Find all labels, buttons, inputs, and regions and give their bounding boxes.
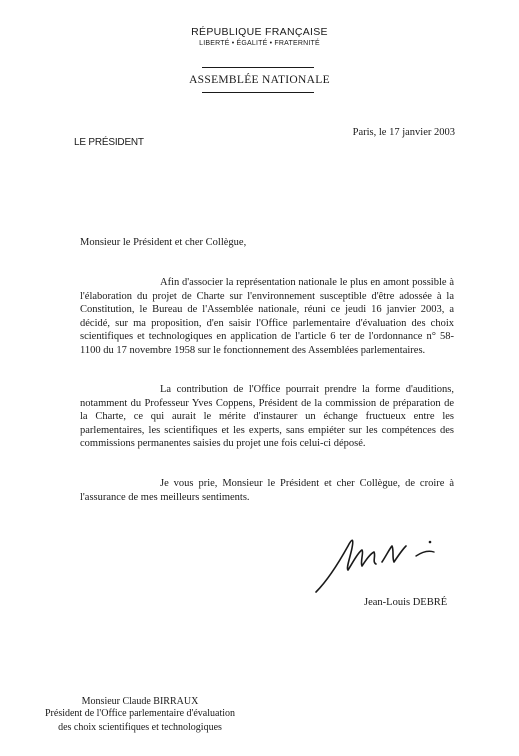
date-line: Paris, le 17 janvier 2003 [352, 127, 455, 138]
letterhead-divider-bottom [202, 92, 314, 93]
handwritten-signature [312, 522, 452, 600]
sender-label: LE PRÉSIDENT [74, 137, 144, 148]
addressee-title-line1: Président de l'Office parlementaire d'évaluation [44, 708, 235, 719]
addressee-title-line2: des choix scientifiques et technologiques [58, 722, 222, 733]
body-paragraph-1: Afin d'associer la représentation nationale le plus en amont possible à l'élaboration du projet de Charte sur l'environnement susceptible d'être adossée à la Constitution, le Bureau de l'Assemblée nationale, réuni ce jeudi 16 janvier 2003, a décidé, sur ma proposition, d'en saisir l'Office parlementaire d'évaluation des choix scientifiques et technologiques en application de l'article 6 ter de l'ordonnance n° 58-1100 du 17 novembre 1958 sur le fonctionnement des Assemblées parlementaires. [80, 277, 454, 356]
letterhead-institution: ASSEMBLÉE NATIONALE [189, 74, 330, 86]
body-paragraph-2: La contribution de l'Office pourrait prendre la forme d'auditions, notamment du Professeur Yves Coppens, Président de la commission de préparation de la Charte, ce qui aurait le mérite d'instaurer un échange fructueux entre les parlementaires, les scientifiques et les experts, sans empiéter sur les compétences des commissions permanentes saisies du projet une fois celui-ci déposé. [80, 384, 454, 450]
letterhead-motto: LIBERTÉ • ÉGALITÉ • FRATERNITÉ [199, 40, 320, 47]
body-paragraph-3: Je vous prie, Monsieur le Président et cher Collègue, de croire à l'assurance de mes meilleurs sentiments. [80, 478, 454, 503]
signatory-name: Jean-Louis DEBRÉ [364, 597, 448, 608]
salutation: Monsieur le Président et cher Collègue, [80, 237, 247, 248]
letterhead-divider-top [202, 67, 314, 68]
addressee-name: Monsieur Claude BIRRAUX [81, 696, 199, 707]
letterhead-republic: RÉPUBLIQUE FRANÇAISE [191, 26, 328, 38]
